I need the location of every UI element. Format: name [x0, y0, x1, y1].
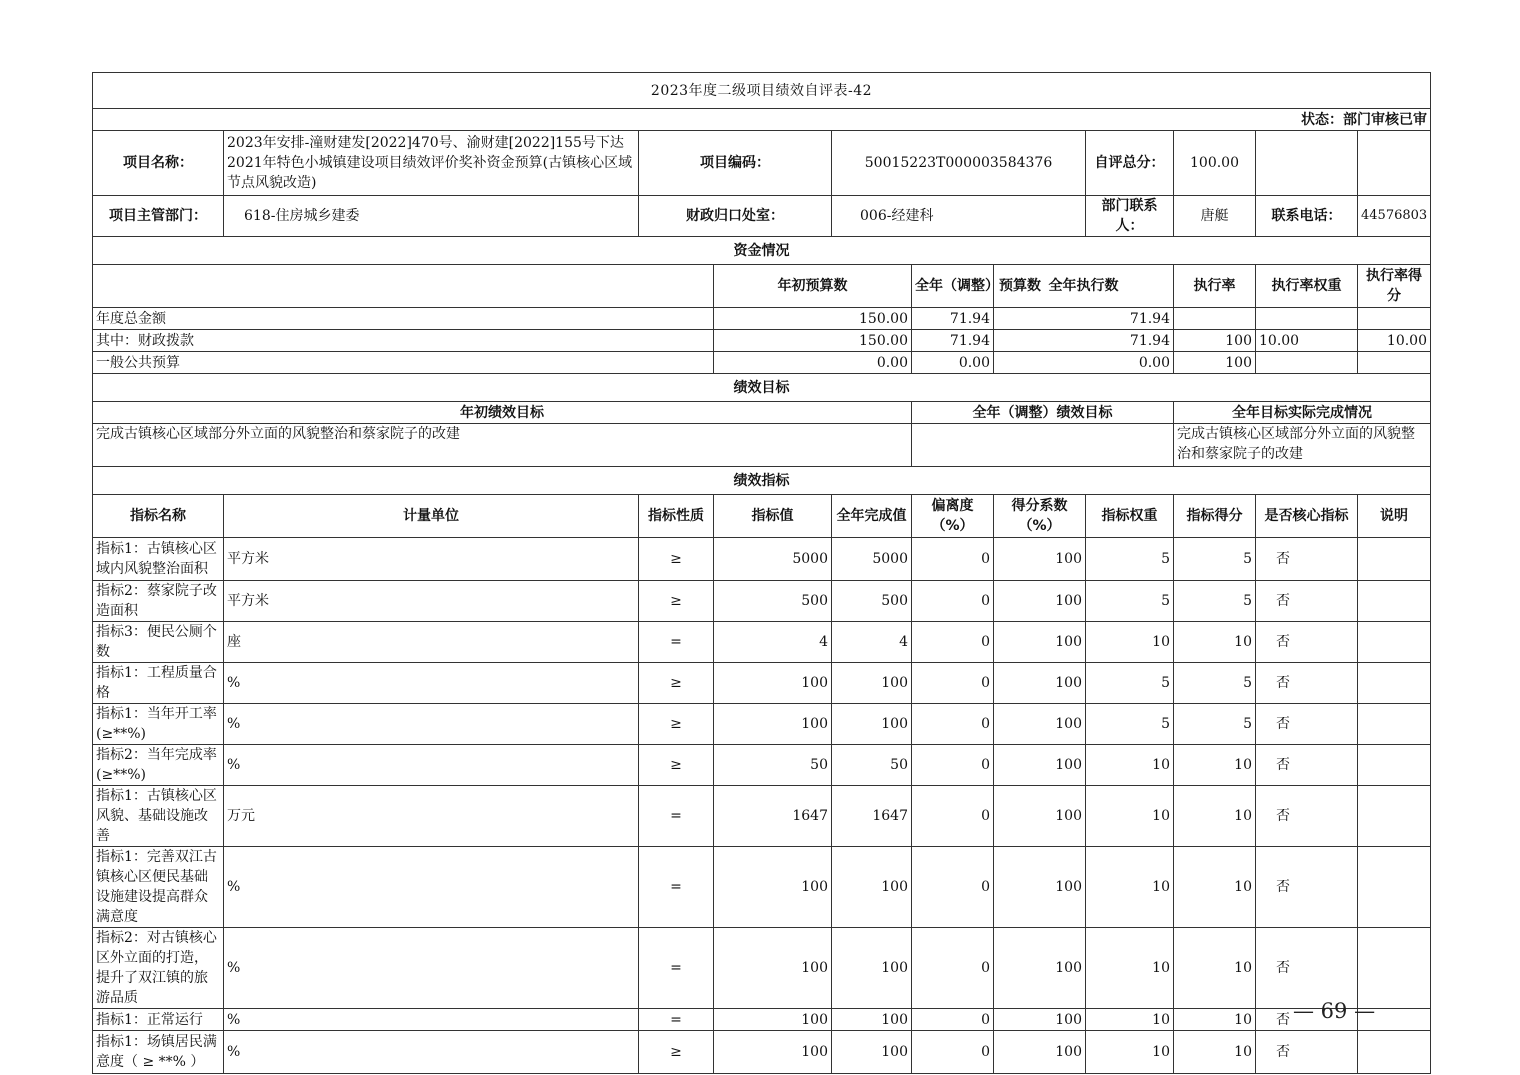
indicator-weight: 10 [1086, 745, 1174, 786]
indicator-row [93, 1009, 1431, 1031]
indicator-unit: 座 [224, 622, 639, 663]
funds-row-weight: 10.00 [1256, 330, 1358, 352]
indicator-actual: 100 [832, 1031, 912, 1074]
project-code-label: 项目编码： [639, 131, 832, 196]
indicator-weight: 10 [1086, 1031, 1174, 1074]
funds-row-score [1358, 352, 1431, 374]
indicator-nature: ≥ [639, 581, 714, 622]
indicator-unit: % [224, 847, 639, 928]
goals-actual-text: 完成古镇核心区域部分外立面的风貌整治和蔡家院子的改建 [1174, 424, 1431, 467]
indicator-unit: % [224, 1031, 639, 1074]
indicator-row [93, 663, 1431, 704]
indicator-note [1358, 663, 1431, 704]
indicator-unit: 万元 [224, 786, 639, 847]
indicator-value: 100 [714, 1009, 832, 1031]
indicator-score: 5 [1174, 538, 1256, 581]
indicator-actual: 50 [832, 745, 912, 786]
status-text: 状态：部门审核已审 [93, 109, 1431, 131]
funds-row-name: 年度总金额 [93, 308, 714, 330]
indicator-value: 4 [714, 622, 832, 663]
indicator-core: 否 [1256, 1009, 1358, 1031]
funds-row-adjusted: 0.00 [912, 352, 994, 374]
ind-header-score: 指标得分 [1174, 495, 1256, 538]
indicator-note [1358, 786, 1431, 847]
indicator-name: 指标1：当年开工率(≥**%) [93, 704, 224, 745]
indicator-actual: 100 [832, 663, 912, 704]
indicator-unit: % [224, 745, 639, 786]
indicator-note [1358, 847, 1431, 928]
indicator-name: 指标1：场镇居民满意度（ ≥ **% ） [93, 1031, 224, 1074]
funds-section-title: 资金情况 [93, 237, 1431, 265]
indicator-actual: 100 [832, 704, 912, 745]
indicator-weight: 5 [1086, 538, 1174, 581]
indicator-value: 5000 [714, 538, 832, 581]
indicator-value: 100 [714, 1031, 832, 1074]
indicator-score: 5 [1174, 704, 1256, 745]
indicator-actual: 100 [832, 1009, 912, 1031]
indicator-actual: 100 [832, 928, 912, 1009]
office-label: 财政归口处室： [639, 196, 832, 237]
indicator-nature: = [639, 847, 714, 928]
ind-header-weight: 指标权重 [1086, 495, 1174, 538]
indicator-weight: 5 [1086, 581, 1174, 622]
indicator-name: 指标2：对古镇核心区外立面的打造，提升了双江镇的旅游品质 [93, 928, 224, 1009]
indicator-coef: 100 [994, 581, 1086, 622]
indicator-name: 指标1：完善双江古镇核心区便民基础设施建设提高群众满意度 [93, 847, 224, 928]
indicator-unit: % [224, 1009, 639, 1031]
page-number: — 69 — [1293, 999, 1376, 1023]
indicator-row [93, 622, 1431, 663]
indicator-coef: 100 [994, 704, 1086, 745]
indicator-score: 10 [1174, 847, 1256, 928]
ind-header-core: 是否核心指标 [1256, 495, 1358, 538]
indicator-score: 10 [1174, 786, 1256, 847]
indicator-row [93, 581, 1431, 622]
funds-row-rate [1174, 308, 1256, 330]
indicator-row [93, 786, 1431, 847]
dept-value: 618-住房城乡建委 [224, 196, 639, 237]
indicator-weight: 10 [1086, 847, 1174, 928]
goals-header-initial: 年初绩效目标 [93, 402, 912, 424]
ind-header-nature: 指标性质 [639, 495, 714, 538]
indicator-nature: ≥ [639, 538, 714, 581]
ind-header-name: 指标名称 [93, 495, 224, 538]
empty-cell [1256, 131, 1358, 196]
indicator-name: 指标3：便民公厕个数 [93, 622, 224, 663]
self-score-value: 100.00 [1174, 131, 1256, 196]
indicator-coef: 100 [994, 1031, 1086, 1074]
indicator-nature: = [639, 622, 714, 663]
indicator-name: 指标1：古镇核心区域内风貌整治面积 [93, 538, 224, 581]
funds-row-name: 其中：财政拨款 [93, 330, 714, 352]
funds-row-weight [1256, 352, 1358, 374]
funds-row-weight [1256, 308, 1358, 330]
indicator-deviation: 0 [912, 786, 994, 847]
indicator-value: 50 [714, 745, 832, 786]
funds-header-score: 执行率得分 [1358, 265, 1431, 308]
indicator-name: 指标2：当年完成率(≥**%) [93, 745, 224, 786]
indicator-note [1358, 704, 1431, 745]
indicator-row [93, 704, 1431, 745]
indicator-weight: 10 [1086, 622, 1174, 663]
indicator-unit: % [224, 928, 639, 1009]
indicator-value: 100 [714, 928, 832, 1009]
indicator-coef: 100 [994, 847, 1086, 928]
indicator-coef: 100 [994, 928, 1086, 1009]
indicators-section-title: 绩效指标 [93, 467, 1431, 495]
indicator-name: 指标1：古镇核心区风貌、基础设施改善 [93, 786, 224, 847]
indicator-value: 100 [714, 663, 832, 704]
project-code-value: 50015223T000003584376 [832, 131, 1086, 196]
indicator-core: 否 [1256, 1031, 1358, 1074]
indicator-deviation: 0 [912, 847, 994, 928]
ind-header-coef: 得分系数（%） [994, 495, 1086, 538]
funds-row-initial: 150.00 [714, 330, 912, 352]
ind-header-deviation: 偏离度（%） [912, 495, 994, 538]
goals-adjusted-text [912, 424, 1174, 467]
indicator-row [93, 538, 1431, 581]
indicator-actual: 1647 [832, 786, 912, 847]
goals-section-title: 绩效目标 [93, 374, 1431, 402]
indicator-deviation: 0 [912, 581, 994, 622]
indicator-deviation: 0 [912, 745, 994, 786]
indicator-core: 否 [1256, 745, 1358, 786]
indicator-nature: ≥ [639, 1031, 714, 1074]
indicator-weight: 5 [1086, 704, 1174, 745]
indicator-name: 指标1：工程质量合格 [93, 663, 224, 704]
indicator-nature: ≥ [639, 663, 714, 704]
indicator-core: 否 [1256, 704, 1358, 745]
funds-header-executed: 全年执行数 [994, 265, 1174, 308]
goals-header-actual: 全年目标实际完成情况 [1174, 402, 1431, 424]
funds-header-initial: 年初预算数 [714, 265, 912, 308]
indicator-score: 5 [1174, 581, 1256, 622]
indicator-row [93, 928, 1431, 1009]
indicator-nature: = [639, 928, 714, 1009]
funds-header-blank [93, 265, 714, 308]
funds-header-weight: 执行率权重 [1256, 265, 1358, 308]
indicator-nature: ≥ [639, 704, 714, 745]
indicator-row [93, 1031, 1431, 1074]
funds-row-rate: 100 [1174, 330, 1256, 352]
ind-header-unit: 计量单位 [224, 495, 639, 538]
indicator-coef: 100 [994, 745, 1086, 786]
indicator-score: 10 [1174, 1031, 1256, 1074]
indicator-actual: 500 [832, 581, 912, 622]
indicator-unit: % [224, 663, 639, 704]
indicator-deviation: 0 [912, 663, 994, 704]
indicator-unit: 平方米 [224, 581, 639, 622]
indicator-deviation: 0 [912, 928, 994, 1009]
indicator-core: 否 [1256, 581, 1358, 622]
indicator-score: 10 [1174, 928, 1256, 1009]
indicator-weight: 10 [1086, 786, 1174, 847]
ind-header-actual: 全年完成值 [832, 495, 912, 538]
funds-row-executed: 71.94 [994, 308, 1174, 330]
funds-row-score [1358, 308, 1431, 330]
funds-header-adjusted: 全年（调整）预算数 [912, 265, 994, 308]
indicator-score: 5 [1174, 663, 1256, 704]
project-name-value: 2023年安排-潼财建发[2022]470号、渝财建[2022]155号下达2021年特色小城镇建设项目绩效评价奖补资金预算(古镇核心区域节点风貌改造) [224, 131, 639, 196]
self-score-label: 自评总分： [1086, 131, 1174, 196]
indicator-name: 指标2：蔡家院子改造面积 [93, 581, 224, 622]
phone-value: 44576803 [1358, 196, 1431, 237]
indicator-unit: 平方米 [224, 538, 639, 581]
funds-header-rate: 执行率 [1174, 265, 1256, 308]
indicator-note [1358, 538, 1431, 581]
indicator-deviation: 0 [912, 538, 994, 581]
indicator-weight: 10 [1086, 928, 1174, 1009]
indicator-coef: 100 [994, 1009, 1086, 1031]
indicator-value: 1647 [714, 786, 832, 847]
page-title: 2023年度二级项目绩效自评表-42 [93, 73, 1431, 109]
funds-row-initial: 150.00 [714, 308, 912, 330]
indicator-actual: 4 [832, 622, 912, 663]
indicator-score: 10 [1174, 1009, 1256, 1031]
funds-row [93, 308, 1431, 330]
indicator-note [1358, 745, 1431, 786]
funds-row-rate: 100 [1174, 352, 1256, 374]
indicator-note [1358, 928, 1431, 1009]
indicator-note [1358, 1031, 1431, 1074]
indicator-value: 100 [714, 847, 832, 928]
indicator-coef: 100 [994, 622, 1086, 663]
indicator-value: 500 [714, 581, 832, 622]
indicator-note [1358, 581, 1431, 622]
project-name-label: 项目名称： [93, 131, 224, 196]
indicator-score: 10 [1174, 622, 1256, 663]
indicator-note [1358, 622, 1431, 663]
indicator-core: 否 [1256, 538, 1358, 581]
contact-label: 部门联系人： [1086, 196, 1174, 237]
goals-header-adjusted: 全年（调整）绩效目标 [912, 402, 1174, 424]
indicator-coef: 100 [994, 786, 1086, 847]
indicator-core: 否 [1256, 847, 1358, 928]
indicator-core: 否 [1256, 786, 1358, 847]
empty-cell [1358, 131, 1431, 196]
funds-row-executed: 0.00 [994, 352, 1174, 374]
indicator-row [93, 847, 1431, 928]
indicator-core: 否 [1256, 622, 1358, 663]
indicator-score: 10 [1174, 745, 1256, 786]
contact-value: 唐艇 [1174, 196, 1256, 237]
office-value: 006-经建科 [832, 196, 1086, 237]
indicator-value: 100 [714, 704, 832, 745]
funds-row-score: 10.00 [1358, 330, 1431, 352]
phone-label: 联系电话： [1256, 196, 1358, 237]
indicator-actual: 5000 [832, 538, 912, 581]
indicator-weight: 5 [1086, 663, 1174, 704]
dept-label: 项目主管部门： [93, 196, 224, 237]
indicator-row [93, 745, 1431, 786]
funds-row [93, 352, 1431, 374]
indicator-nature: = [639, 1009, 714, 1031]
indicator-unit: % [224, 704, 639, 745]
goals-initial-text: 完成古镇核心区域部分外立面的风貌整治和蔡家院子的改建 [93, 424, 912, 467]
indicator-nature: ≥ [639, 745, 714, 786]
indicator-deviation: 0 [912, 1009, 994, 1031]
ind-header-note: 说明 [1358, 495, 1431, 538]
indicator-weight: 10 [1086, 1009, 1174, 1031]
ind-header-value: 指标值 [714, 495, 832, 538]
funds-row-adjusted: 71.94 [912, 330, 994, 352]
indicator-nature: = [639, 786, 714, 847]
funds-row-name: 一般公共预算 [93, 352, 714, 374]
indicator-deviation: 0 [912, 704, 994, 745]
indicator-name: 指标1：正常运行 [93, 1009, 224, 1031]
funds-row-initial: 0.00 [714, 352, 912, 374]
indicator-coef: 100 [994, 538, 1086, 581]
funds-row-executed: 71.94 [994, 330, 1174, 352]
funds-row-adjusted: 71.94 [912, 308, 994, 330]
indicator-actual: 100 [832, 847, 912, 928]
indicator-coef: 100 [994, 663, 1086, 704]
performance-evaluation-table [92, 72, 1431, 1074]
indicator-core: 否 [1256, 928, 1358, 1009]
indicator-deviation: 0 [912, 622, 994, 663]
indicator-core: 否 [1256, 663, 1358, 704]
funds-row [93, 330, 1431, 352]
indicator-deviation: 0 [912, 1031, 994, 1074]
